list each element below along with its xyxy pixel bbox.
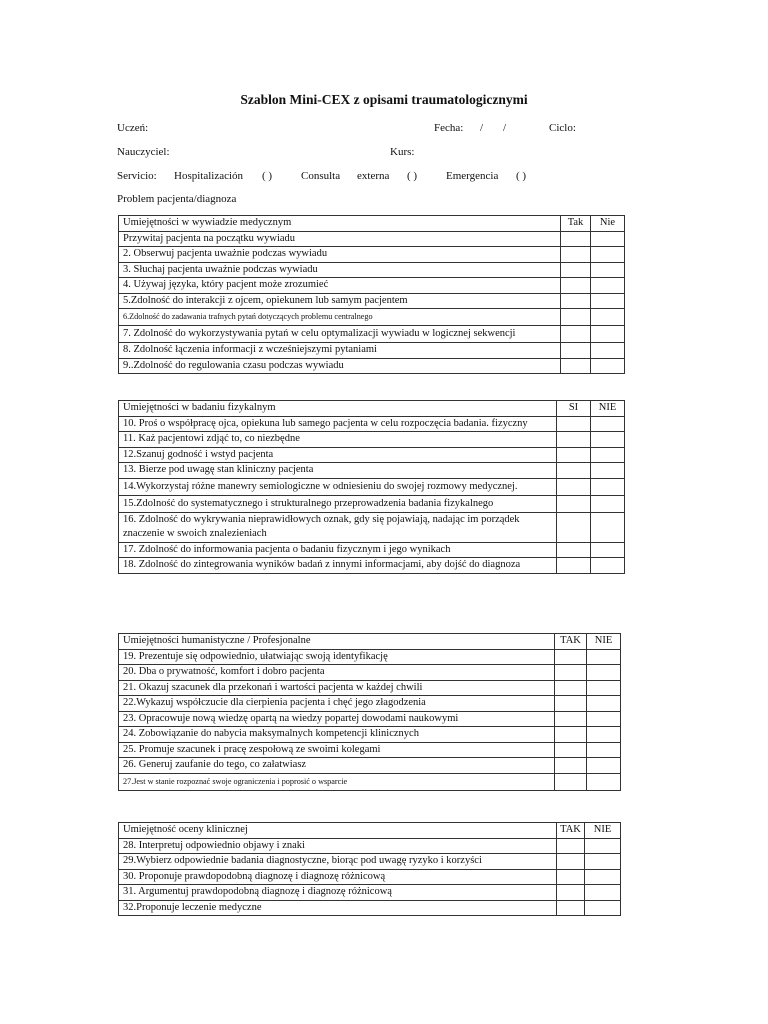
- yes-checkbox[interactable]: [557, 854, 585, 870]
- no-checkbox[interactable]: [591, 463, 625, 479]
- no-checkbox[interactable]: [587, 696, 621, 712]
- criterion-label: 13. Bierze pod uwagę stan kliniczny pacjenta: [119, 463, 557, 479]
- yes-checkbox[interactable]: [555, 649, 587, 665]
- no-checkbox[interactable]: [591, 512, 625, 542]
- criterion-label: 29.Wybierz odpowiednie badania diagnostyczne, biorąc pod uwagę ryzyko i korzyści: [119, 854, 557, 870]
- yes-checkbox[interactable]: [557, 432, 591, 448]
- date-separator-1: /: [480, 122, 484, 134]
- no-checkbox[interactable]: [591, 432, 625, 448]
- yes-checkbox[interactable]: [557, 463, 591, 479]
- yes-checkbox[interactable]: [557, 558, 591, 574]
- interview-skills-table: [118, 215, 625, 374]
- problem-diagnosis-label: Problem pacjenta/diagnoza: [117, 193, 237, 205]
- table-row: [119, 278, 625, 294]
- table-row: [119, 758, 621, 774]
- service-consulta-checkbox[interactable]: ( ): [407, 170, 418, 182]
- no-checkbox[interactable]: [585, 885, 621, 901]
- no-checkbox[interactable]: [591, 293, 625, 309]
- table-row: [119, 649, 621, 665]
- no-checkbox[interactable]: [591, 495, 625, 512]
- no-checkbox[interactable]: [587, 727, 621, 743]
- yes-checkbox[interactable]: [561, 326, 591, 343]
- cycle-label: Ciclo:: [549, 122, 576, 134]
- service-hospitalization-checkbox[interactable]: ( ): [262, 170, 273, 182]
- criterion-label: 15.Zdolność do systematycznego i strukturalnego przeprowadzenia badania fizykalnego: [119, 495, 557, 512]
- table-row: [119, 293, 625, 309]
- no-checkbox[interactable]: [591, 343, 625, 359]
- no-checkbox[interactable]: [591, 231, 625, 247]
- table-row: [119, 665, 621, 681]
- table-row: [119, 247, 625, 263]
- table-row: [119, 542, 625, 558]
- criterion-label: 32.Proponuje leczenie medyczne: [119, 900, 557, 916]
- criterion-label: 18. Zdolność do zintegrowania wyników badań z innymi informacjami, aby dojść do diagnoza: [119, 558, 557, 574]
- yes-checkbox[interactable]: [555, 727, 587, 743]
- table-row: [119, 838, 621, 854]
- yes-checkbox[interactable]: [561, 293, 591, 309]
- table-row: [119, 358, 625, 374]
- service-hospitalization-label: Hospitalización: [174, 170, 244, 182]
- yes-checkbox[interactable]: [555, 680, 587, 696]
- no-column-header: Nie: [591, 216, 625, 232]
- table-row: [119, 696, 621, 712]
- criterion-label: 31. Argumentuj prawdopodobną diagnozę i diagnozę różnicową: [119, 885, 557, 901]
- criterion-label: 26. Generuj zaufanie do tego, co załatwiasz: [119, 758, 555, 774]
- section-header: Umiejętności w wywiadzie medycznym: [119, 216, 561, 232]
- criterion-label: 8. Zdolność łączenia informacji z wcześniejszymi pytaniami: [119, 343, 561, 359]
- table-header-row: [119, 216, 625, 232]
- no-checkbox[interactable]: [587, 742, 621, 758]
- criterion-label: 12.Szanuj godność i wstyd pacjenta: [119, 447, 557, 463]
- yes-checkbox[interactable]: [561, 278, 591, 294]
- no-checkbox[interactable]: [585, 854, 621, 870]
- table-row: [119, 416, 625, 432]
- criterion-label: 3. Słuchaj pacjenta uważnie podczas wywiadu: [119, 262, 561, 278]
- yes-column-header: TAK: [555, 634, 587, 650]
- no-checkbox[interactable]: [591, 358, 625, 374]
- table-row: [119, 869, 621, 885]
- criterion-label: 14.Wykorzystaj różne manewry semiologiczne w odniesieniu do swojej rozmowy medycznej.: [119, 478, 557, 495]
- yes-checkbox[interactable]: [555, 742, 587, 758]
- criterion-label: 11. Każ pacjentowi zdjąć to, co niezbędne: [119, 432, 557, 448]
- yes-checkbox[interactable]: [557, 542, 591, 558]
- table-row: [119, 309, 625, 326]
- table-row: [119, 463, 625, 479]
- no-checkbox[interactable]: [591, 309, 625, 326]
- yes-checkbox[interactable]: [557, 478, 591, 495]
- yes-checkbox[interactable]: [561, 343, 591, 359]
- no-checkbox[interactable]: [587, 773, 621, 790]
- table-row: [119, 742, 621, 758]
- no-checkbox[interactable]: [591, 558, 625, 574]
- criterion-label: 20. Dba o prywatność, komfort i dobro pacjenta: [119, 665, 555, 681]
- table-row: [119, 727, 621, 743]
- teacher-label: Nauczyciel:: [117, 146, 170, 158]
- no-checkbox[interactable]: [591, 326, 625, 343]
- yes-checkbox[interactable]: [557, 900, 585, 916]
- service-externa-label: externa: [357, 170, 390, 182]
- service-label: Servicio:: [117, 170, 157, 182]
- table-row: [119, 326, 625, 343]
- table-header-row: [119, 401, 625, 417]
- no-column-header: NIE: [591, 401, 625, 417]
- form-title: Szablon Mini-CEX z opisami traumatologicznymi: [240, 92, 528, 107]
- criterion-label: 6.Zdolność do zadawania trafnych pytań dotyczących problemu centralnego: [119, 309, 561, 326]
- yes-column-header: SI: [557, 401, 591, 417]
- criterion-label: 25. Promuje szacunek i pracę zespołową ze swoimi kolegami: [119, 742, 555, 758]
- no-checkbox[interactable]: [591, 247, 625, 263]
- yes-checkbox[interactable]: [557, 447, 591, 463]
- criterion-label: 19. Prezentuje się odpowiednio, ułatwiając swoją identyfikację: [119, 649, 555, 665]
- yes-checkbox[interactable]: [561, 358, 591, 374]
- yes-column-header: Tak: [561, 216, 591, 232]
- criterion-label: 9..Zdolność do regulowania czasu podczas wywiadu: [119, 358, 561, 374]
- table-row: [119, 512, 625, 542]
- no-column-header: NIE: [587, 634, 621, 650]
- table-row: [119, 711, 621, 727]
- clinical-judgment-table: [118, 822, 621, 916]
- yes-checkbox[interactable]: [555, 665, 587, 681]
- table-row: [119, 478, 625, 495]
- criterion-label: 24. Zobowiązanie do nabycia maksymalnych kompetencji klinicznych: [119, 727, 555, 743]
- date-label: Fecha:: [434, 122, 464, 134]
- service-consulta-label: Consulta: [301, 170, 341, 182]
- no-checkbox[interactable]: [585, 900, 621, 916]
- yes-checkbox[interactable]: [557, 512, 591, 542]
- yes-checkbox[interactable]: [557, 416, 591, 432]
- yes-checkbox[interactable]: [557, 885, 585, 901]
- criterion-label: 4. Używaj języka, który pacjent może zrozumieć: [119, 278, 561, 294]
- no-checkbox[interactable]: [587, 758, 621, 774]
- no-checkbox[interactable]: [587, 665, 621, 681]
- table-row: [119, 885, 621, 901]
- table-row: [119, 773, 621, 790]
- no-checkbox[interactable]: [585, 838, 621, 854]
- section-header: Umiejętność oceny klinicznej: [119, 823, 557, 839]
- criterion-label: 5.Zdolność do interakcji z ojcem, opiekunem lub samym pacjentem: [119, 293, 561, 309]
- student-label: Uczeń:: [117, 122, 149, 134]
- criterion-label: 7. Zdolność do wykorzystywania pytań w celu optymalizacji wywiadu w logicznej sekwencji: [119, 326, 561, 343]
- no-checkbox[interactable]: [591, 447, 625, 463]
- service-emergency-checkbox[interactable]: ( ): [516, 170, 527, 182]
- table-header-row: [119, 634, 621, 650]
- service-emergency-label: Emergencia: [446, 170, 499, 182]
- table-row: [119, 900, 621, 916]
- criterion-label: 21. Okazuj szacunek dla przekonań i wartości pacjenta w każdej chwili: [119, 680, 555, 696]
- criterion-label: 22.Wykazuj współczucie dla cierpienia pacjenta i chęć jego złagodzenia: [119, 696, 555, 712]
- yes-checkbox[interactable]: [555, 758, 587, 774]
- course-label: Kurs:: [390, 146, 415, 158]
- table-row: [119, 680, 621, 696]
- no-checkbox[interactable]: [591, 542, 625, 558]
- yes-checkbox[interactable]: [561, 247, 591, 263]
- yes-checkbox[interactable]: [557, 495, 591, 512]
- criterion-label: 10. Proś o współpracę ojca, opiekuna lub samego pacjenta w celu rozpoczęcia badania. fizyczny: [119, 416, 557, 432]
- no-checkbox[interactable]: [585, 869, 621, 885]
- table-row: [119, 558, 625, 574]
- yes-checkbox[interactable]: [555, 773, 587, 790]
- yes-checkbox[interactable]: [561, 231, 591, 247]
- no-checkbox[interactable]: [587, 680, 621, 696]
- no-checkbox[interactable]: [591, 262, 625, 278]
- criterion-label: Przywitaj pacjenta na początku wywiadu: [119, 231, 561, 247]
- table-row: [119, 231, 625, 247]
- criterion-label: 2. Obserwuj pacjenta uważnie podczas wywiadu: [119, 247, 561, 263]
- physical-exam-skills-table: [118, 400, 625, 574]
- yes-checkbox[interactable]: [561, 309, 591, 326]
- section-header: Umiejętności humanistyczne / Profesjonalne: [119, 634, 555, 650]
- yes-checkbox[interactable]: [561, 262, 591, 278]
- yes-checkbox[interactable]: [555, 696, 587, 712]
- table-row: [119, 447, 625, 463]
- no-checkbox[interactable]: [587, 711, 621, 727]
- criterion-label: 30. Proponuje prawdopodobną diagnozę i diagnozę różnicową: [119, 869, 557, 885]
- no-checkbox[interactable]: [591, 478, 625, 495]
- no-checkbox[interactable]: [591, 416, 625, 432]
- table-header-row: [119, 823, 621, 839]
- yes-column-header: TAK: [557, 823, 585, 839]
- section-header: Umiejętności w badaniu fizykalnym: [119, 401, 557, 417]
- criterion-label: 16. Zdolność do wykrywania nieprawidłowych oznak, gdy się pojawiają, nadając im porządek znaczenie w swoich znalezieniach: [119, 512, 557, 542]
- no-checkbox[interactable]: [587, 649, 621, 665]
- criterion-label: 28. Interpretuj odpowiednio objawy i znaki: [119, 838, 557, 854]
- table-row: [119, 343, 625, 359]
- criterion-label: 23. Opracowuje nową wiedzę opartą na wiedzy popartej dowodami naukowymi: [119, 711, 555, 727]
- yes-checkbox[interactable]: [555, 711, 587, 727]
- table-row: [119, 495, 625, 512]
- criterion-label: 27.Jest w stanie rozpoznać swoje ograniczenia i poprosić o wsparcie: [119, 773, 555, 790]
- yes-checkbox[interactable]: [557, 869, 585, 885]
- date-separator-2: /: [503, 122, 507, 134]
- table-row: [119, 262, 625, 278]
- yes-checkbox[interactable]: [557, 838, 585, 854]
- table-row: [119, 432, 625, 448]
- humanistic-skills-table: [118, 633, 621, 791]
- no-checkbox[interactable]: [591, 278, 625, 294]
- no-column-header: NIE: [585, 823, 621, 839]
- table-row: [119, 854, 621, 870]
- criterion-label: 17. Zdolność do informowania pacjenta o badaniu fizycznym i jego wynikach: [119, 542, 557, 558]
